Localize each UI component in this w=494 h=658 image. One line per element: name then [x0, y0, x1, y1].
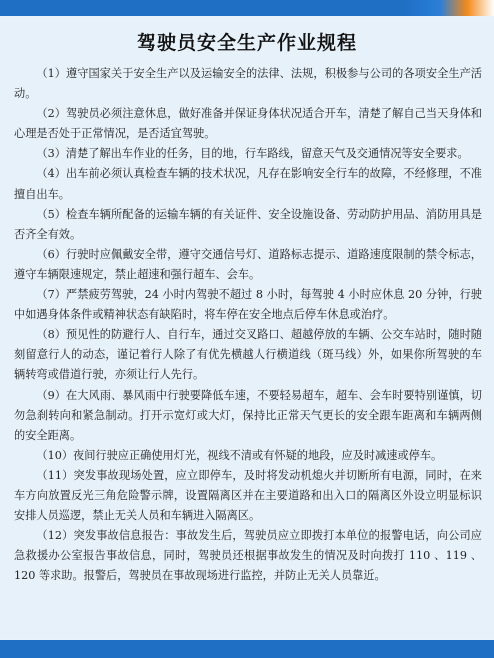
- paragraph-9: （9）在大风雨、暴风雨中行驶要降低车速，不要轻易超车，超车、会车时要特别谨慎，切勿急刹转向和紧急制动。打开示宽灯或大灯，保持比正常天气更长的安全跟车距离和车辆两侧的安全距离。: [14, 388, 482, 442]
- paragraph-12: （12）突发事故信息报告：事故发生后，驾驶员应立即拨打本单位的报警电话，向公司应急救援办公室报告事故信息，同时，驾驶员还根据事故发生的情况及时向拨打 110 、119 、120 等求助。报警后，驾驶员在事故现场进行监控，并防止无关人员靠近。: [14, 529, 482, 583]
- paragraph-1: （1）遵守国家关于安全生产以及运输安全的法律、法规，积极参与公司的各项安全生产活动。: [14, 67, 482, 101]
- paragraph-5: （5）检查车辆所配备的运输车辆的有关证件、安全设施设备、劳动防护用品、消防用具是否齐全有效。: [14, 207, 482, 241]
- paragraph-4: （4）出车前必须认真检查车辆的技术状况，凡存在影响安全行车的故障，不经修理，不准擅自出车。: [14, 167, 482, 201]
- top-banner-decoration: [404, 0, 494, 16]
- content-frame: [0, 16, 494, 640]
- paragraph-3: （3）清楚了解出车作业的任务，目的地，行车路线，留意天气及交通情况等安全要求。: [36, 147, 469, 161]
- bottom-banner-bar: [0, 640, 494, 658]
- paragraph-10: （10）夜间行驶应正确使用灯光，视线不清或有怀疑的地段，应及时减速或停车。: [36, 448, 443, 462]
- document-title: 驾驶员安全生产作业规程: [136, 32, 357, 54]
- paragraph-7: （7）严禁疲劳驾驶，24 小时内驾驶不超过 8 小时，每驾驶 4 小时应休息 20 分钟，行驶中如遇身体条件或精神状态有缺陷时，将车停在安全地点后停车休息或治疗。: [14, 288, 482, 322]
- paragraph-11: （11）突发事故现场处置，应立即停车，及时将发动机熄火并切断所有电源，同时，在来车方向放置反光三角危险警示牌，设置隔离区并在主要道路和出入口的隔离区外设立明显标识安排人员巡逻，禁止无关人员和车辆进入隔离区。: [14, 468, 482, 523]
- document-page: [0, 20, 494, 638]
- paragraph-8: （8）预见性的防避行人、自行车，通过交叉路口、超越停放的车辆、公交车站时，随时随刻留意行人的动态，谨记着行人除了有优先横越人行横道线（斑马线）外，如果你所驾驶的车辆转弯或借道行驶，亦须让行人先行。: [14, 328, 482, 382]
- paragraph-6: （6）行驶时应佩戴安全带，遵守交通信号灯、道路标志提示、道路速度限制的禁令标志，遵守车辆限速规定，禁止超速和强行超车、会车。: [14, 247, 482, 281]
- document-body: [14, 64, 482, 586]
- top-banner-bar: [0, 0, 494, 16]
- paragraph-2: （2）驾驶员必须注意休息，做好准备并保证身体状况适合开车，清楚了解自己当天身体和心理是否处于正常情况，是否适宜驾驶。: [14, 107, 482, 141]
